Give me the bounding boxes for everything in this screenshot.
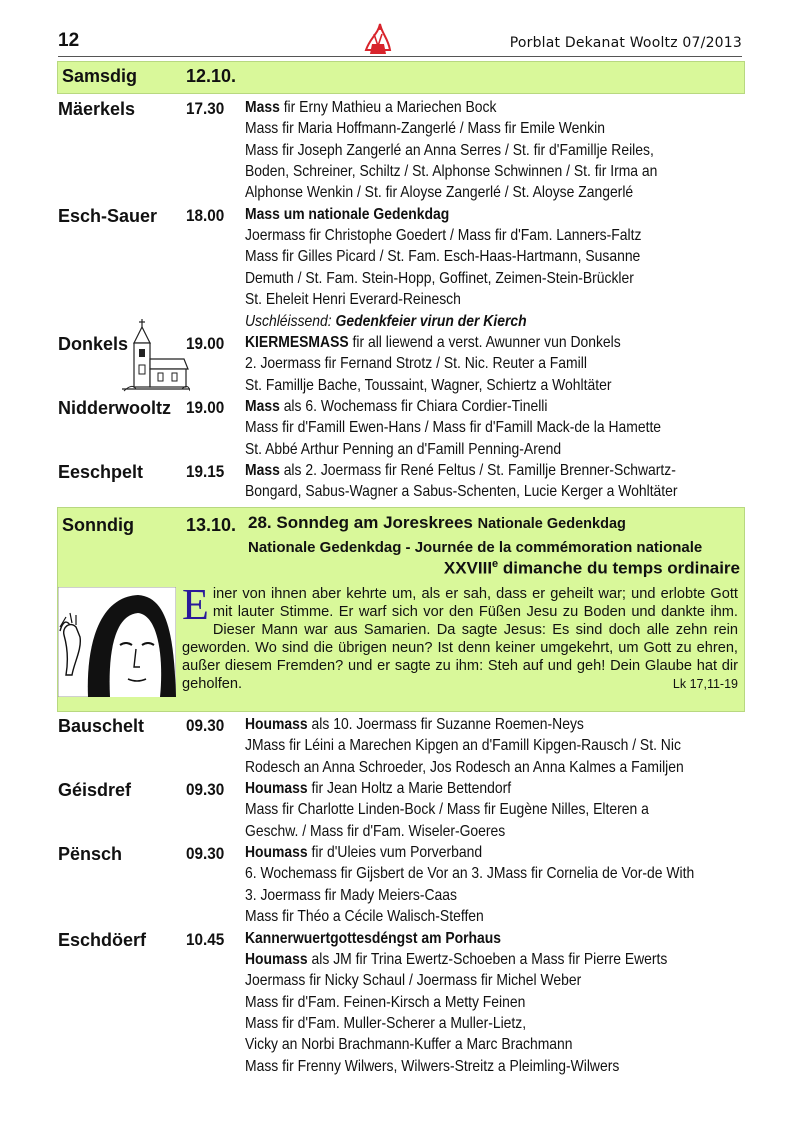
header-divider [58,56,742,57]
intention-text: 3. Joermass fir Mady Meiers-Caas [245,886,457,904]
service-type: Mass [245,397,280,415]
mass-intention-line [245,290,461,310]
mass-intention-line [245,205,449,225]
gospel-initial: E [182,580,209,629]
mass-intention-line [245,247,640,267]
mass-intention-line [245,736,681,756]
intention-text: JMass fir Léini a Marechen Kipgen an d'Famill Kipgen-Rausch / St. Nic [245,737,681,755]
location-name: Bauschelt [58,716,145,736]
mass-intention-line [245,929,501,949]
publication-title: Porblat Dekanat Wooltz 07/2013 [509,35,742,51]
intention-text: Boden, Schreiner, Schiltz / St. Alphonse Schwinnen / St. fir Irma an [245,163,658,181]
service-type: Houmass [245,716,308,733]
intention-text: als 6. Wochemass fir Chiara Cordier-Tinelli [279,397,548,415]
church-drawing-icon [122,319,190,397]
service-time: 10.45 [186,929,225,949]
service-time: 19.15 [186,461,225,481]
service-time: 18.00 [186,205,225,225]
location-name: Pënsch [58,844,123,865]
mass-intention-line [245,269,634,289]
mass-intention-line [245,843,482,863]
mass-intention-line [245,1035,573,1055]
intention-text: Bongard, Sabus-Wagner a Sabus-Schenten, Lucie Kerger a Wohltäter [245,483,678,501]
intention-text: Mass fir Théo a Cécile Walisch-Steffen [245,908,484,926]
mass-intention-line [245,993,525,1013]
mass-intention-line [245,141,654,161]
mass-intention-line [245,418,661,438]
mass-intention-line [245,715,584,735]
intention-text: St. Famillje Bache, Toussaint, Wagner, Schiertz a Wohltäter [245,376,612,394]
mass-intention-line [245,119,605,139]
intro-text: Uschléissend: [245,312,336,330]
event-text: Gedenkfeier virun der Kierch [335,312,527,330]
intention-text: St. Abbé Arthur Penning an d'Famill Penning-Arend [245,440,562,458]
mass-intention-line [245,98,496,118]
intention-text: Joermass fir Christophe Goedert / Mass fir d'Fam. Lanners-Faltz [245,227,642,245]
gospel-passage [182,580,738,693]
service-time: 09.30 [186,716,225,735]
sunday-day: Sonndig [62,515,134,535]
service-type: Mass [245,99,280,116]
mass-intention-line [245,376,611,396]
service-time: 09.30 [186,780,225,800]
intention-text: als JM fir Trina Ewertz-Schoeben a Mass fir Pierre Ewerts [307,950,668,968]
page-number: 12 [58,30,80,51]
gospel-text: iner von ihnen aber kehrte um, als er sah, dass er geheilt war; und erlobte Gott mit lauter Stimme. Er warf sich vor den Füßen Jesu zu Boden und dankte ihm. Dieser Mann war aus Samarien. Da sagte Jesus: Es sind doch alle zehn rein geworden. Wo sind die übrigen neun? Ist denn keiner umgekehrt, um Gott zu ehren, außer diesem Fremden? und er sagte zu ihm: Steh auf und geh! Dein Glaube hat dir geholfen. [182,586,738,692]
mass-intention-line [245,440,561,460]
intention-text: fir Erny Mathieu a Mariechen Bock [279,99,497,116]
intention-text: Mass fir d'Fam. Feinen-Kirsch a Metty Feinen [245,993,526,1011]
mass-intention-line [245,226,641,246]
mass-intention-line [245,183,633,203]
intention-text: fir d'Uleies vum Porverband [307,844,483,862]
intention-text: Mass fir d'Fam. Muller-Scherer a Muller-Lietz, [245,1014,527,1032]
intention-text: St. Eheleit Henri Everard-Reinesch [245,291,461,309]
liturgy-numeral: XXVIII [443,558,493,578]
mass-intention-line [245,886,457,906]
intention-text: Demuth / St. Fam. Stein-Hopp, Goffinet, Zeimen-Stein-Brückler [245,269,634,287]
mass-intention-line [245,333,621,353]
sunday-date: 13.10. [186,515,237,535]
mass-intention-line [245,162,657,182]
sunday-title-main: 28. Sonndeg am Joreskrees [248,513,478,532]
location-name: Géisdref [58,780,132,801]
sunday-liturgy [444,558,740,579]
liturgy-text: dimanche du temps ordinaire [498,558,740,578]
intention-text: Rodesch an Anna Schroeder, Jos Rodesch an Anna Kalmes a Familjen [245,758,684,776]
sunday-title-suffix: Nationale Gedenkdag [477,516,626,532]
intention-text: Alphonse Wenkin / St. fir Aloyse Zangerlé / St. Aloyse Zangerlé [245,184,634,202]
intention-text: als 10. Joermass fir Suzanne Roemen-Neys [307,716,584,733]
mass-intention-line [245,907,484,927]
sunday-subtitle: Nationale Gedenkdag - Journée de la commémoration nationale [248,539,703,556]
location-name: Nidderwooltz [58,397,171,418]
mass-intention-line [245,864,694,884]
service-type: Houmass [245,780,308,798]
saturday-banner [57,61,745,94]
location-name: Donkels [58,333,129,354]
intention-text: als 2. Joermass fir René Feltus / St. Famillje Brenner-Schwartz- [279,461,676,479]
service-type: KIERMESMASS [245,333,349,351]
location-name: Esch-Sauer [58,205,158,226]
service-type: Houmass [245,844,308,862]
mass-intention-line [245,800,649,820]
mass-intention-line [245,779,511,799]
church-logo-icon [358,20,398,60]
intention-text: 2. Joermass fir Fernand Strotz / St. Nic. Reuter a Famill [245,355,587,373]
saturday-date: 12.10. [186,66,237,86]
service-type: Houmass [245,950,308,968]
intention-text: Mass fir Joseph Zangerlé an Anna Serres / St. fir d'Famillje Reiles, [245,141,654,159]
intention-text: fir Jean Holtz a Marie Bettendorf [307,780,512,798]
mass-intention-line [245,1057,619,1077]
intention-text: Mass fir Maria Hoffmann-Zangerlé / Mass fir Emile Wenkin [245,120,605,138]
mass-intention-line [245,482,678,502]
service-type: Mass [245,461,280,479]
intention-text: Mass fir Frenny Wilwers, Wilwers-Streitz a Pleimling-Wilwers [245,1057,620,1075]
mass-intention-line [245,1014,526,1034]
intention-text: fir all liewend a verst. Awunner vun Donkels [348,333,621,351]
service-type: Mass um nationale Gedenkdag [245,205,450,223]
sunday-title [248,513,626,533]
service-time: 17.30 [186,99,225,118]
gospel-reference: Lk 17,11-19 [672,677,738,691]
intention-text: Geschw. / Mass fir d'Fam. Wiseler-Goeres [245,822,506,840]
intention-text: Vicky an Norbi Brachmann-Kuffer a Marc Brachmann [245,1036,573,1054]
intention-text: Mass fir Charlotte Linden-Bock / Mass fir Eugène Nilles, Elteren a [245,801,649,819]
service-time: 19.00 [186,333,225,353]
mass-intention-line [245,971,581,991]
face-drawing-icon [58,587,176,697]
saturday-day: Samsdig [62,66,138,86]
mass-intention-line [245,461,676,481]
mass-intention-line [245,312,527,332]
location-name: Mäerkels [58,99,136,119]
intention-text: 6. Wochemass fir Gijsbert de Vor an 3. JMass fir Cornelia de Vor-de With [245,865,695,883]
mass-intention-line [245,354,587,374]
intention-text: Mass fir d'Famill Ewen-Hans / Mass fir d'Famill Mack-de la Hamette [245,419,662,437]
service-time: 19.00 [186,397,225,417]
location-name: Eschdöerf [58,929,147,950]
mass-intention-line [245,950,667,970]
service-type: Kannerwuertgottesdéngst am Porhaus [245,929,502,947]
mass-intention-line [245,397,547,417]
intention-text: Joermass fir Nicky Schaul / Joermass fir Michel Weber [245,972,582,990]
intention-text: Mass fir Gilles Picard / St. Fam. Esch-Haas-Hartmann, Susanne [245,248,641,266]
service-time: 09.30 [186,844,225,864]
liturgy-sup: e [492,558,499,570]
mass-intention-line [245,758,684,778]
mass-intention-line [245,822,505,842]
location-name: Eeschpelt [58,461,144,482]
